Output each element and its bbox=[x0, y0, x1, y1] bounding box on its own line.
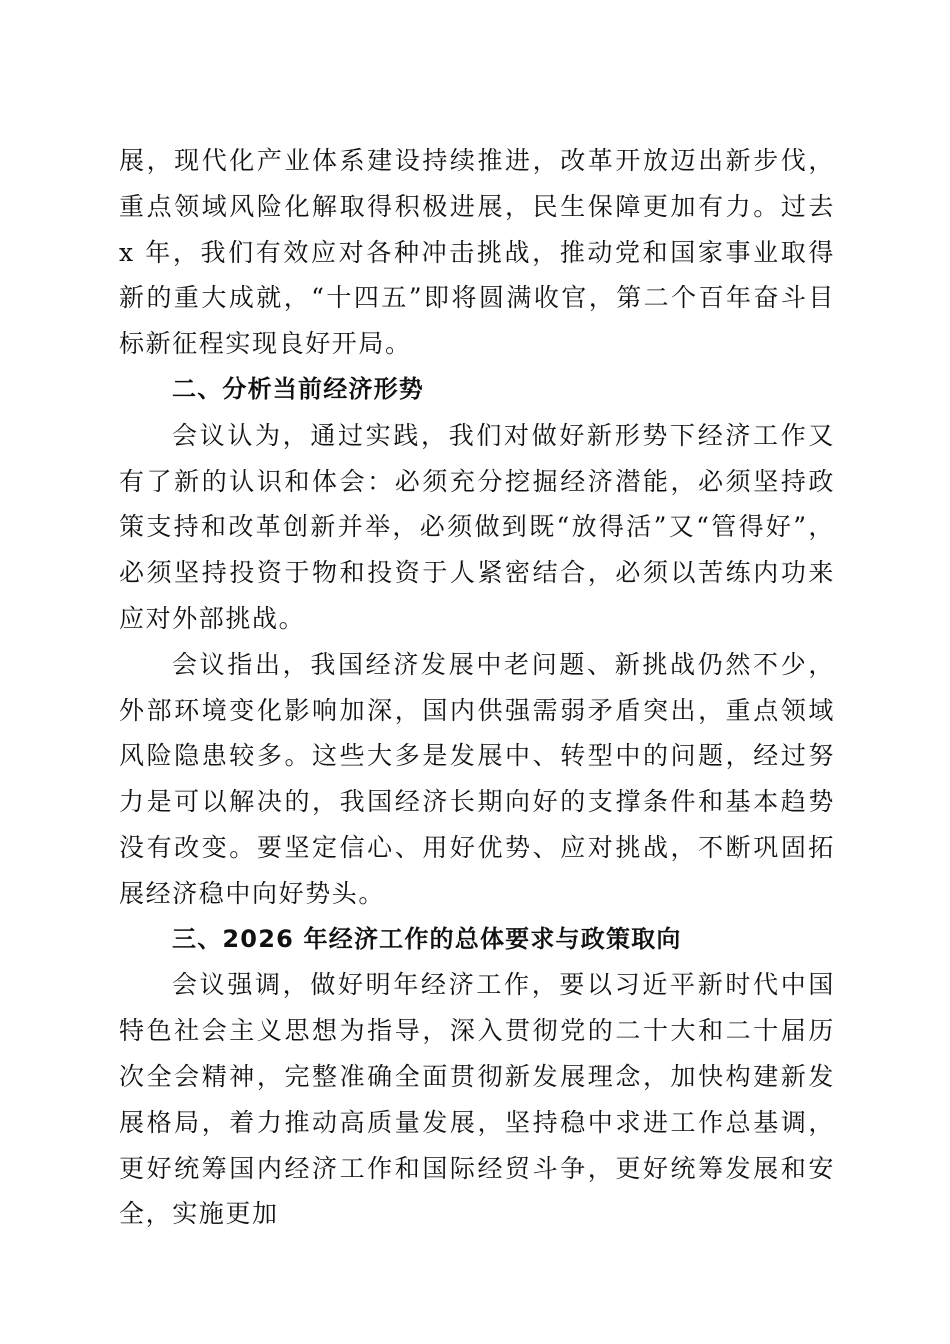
paragraph-meeting-consensus: 会议认为，通过实践，我们对做好新形势下经济工作又有了新的认识和体会：必须充分挖掘经济潜能，必须坚持政策支持和改革创新并举，必须做到既“放得活”又“管得好”，必须坚持投资于物和投资于人紧密结合，必须以苦练内功来应对外部挑战。 bbox=[119, 420, 835, 633]
section-heading-3: 三、2026 年经济工作的总体要求与政策取向 bbox=[172, 924, 682, 953]
paragraph-meeting-emphasis: 会议强调，做好明年经济工作，要以习近平新时代中国特色社会主义思想为指导，深入贯彻党的二十大和二十届历次全会精神，完整准确全面贯彻新发展理念，加快构建新发展格局，着力推动高质量发展，坚持稳中求进工作总基调，更好统筹国内经济工作和国际经贸斗争，更好统筹发展和安全，实施更加 bbox=[119, 970, 835, 1229]
section-heading-2: 二、分析当前经济形势 bbox=[172, 374, 424, 403]
paragraph-meeting-points: 会议指出，我国经济发展中老问题、新挑战仍然不少，外部环境变化影响加深，国内供强需弱矛盾突出，重点领域风险隐患较多。这些大多是发展中、转型中的问题，经过努力是可以解决的，我国经济长期向好的支撑条件和基本趋势没有改变。要坚定信心、用好优势、应对挑战，不断巩固拓展经济稳中向好势头。 bbox=[119, 649, 835, 908]
paragraph-continuation: 展，现代化产业体系建设持续推进，改革开放迈出新步伐，重点领域风险化解取得积极进展，民生保障更加有力。过去 x 年，我们有效应对各种冲击挑战，推动党和国家事业取得新的重大成就，“十四五”即将圆满收官，第二个百年奋斗目标新征程实现良好开局。 bbox=[119, 146, 835, 359]
document-page bbox=[119, 138, 835, 1237]
